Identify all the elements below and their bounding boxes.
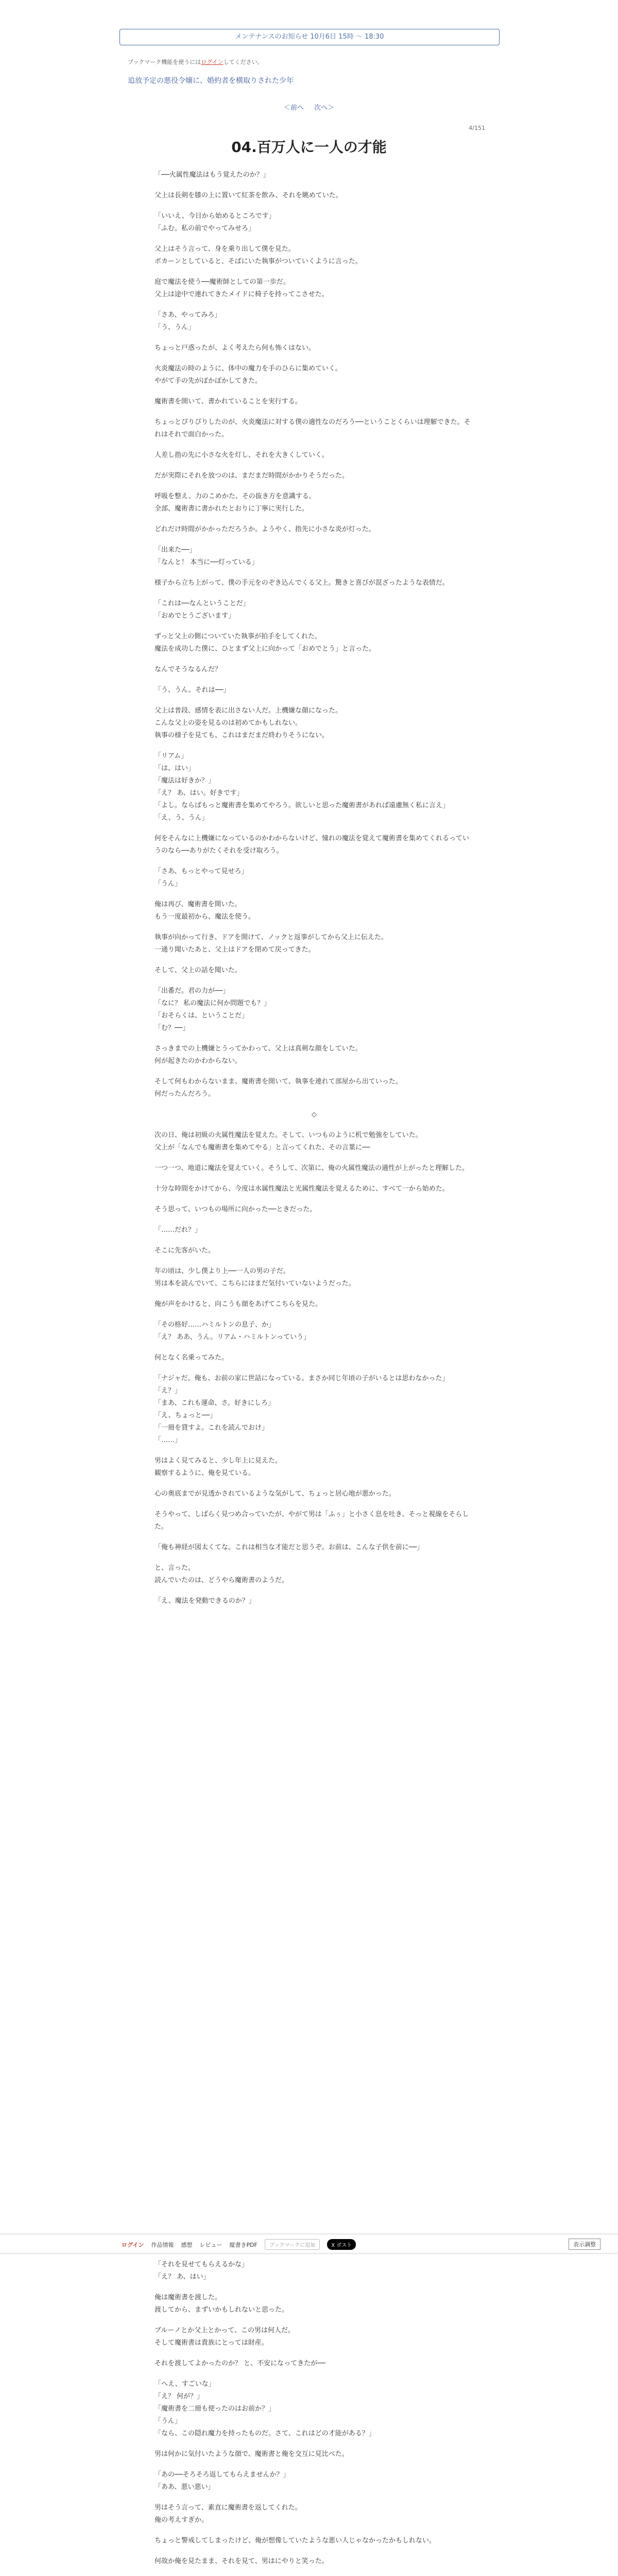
paragraph: 「さあ、やってみろ」 「う、うん」 [154,311,221,331]
add-bookmark-button[interactable]: ブックマークに追加 [265,2239,320,2250]
paragraph: 執事が向かって行き、ドアを開けて、ノックと返事がしてから父上に伝えた。 一通り聞いたあと、父上はドアを閉めて戻ってきた。 [154,934,388,954]
paragraph: 「これは──なんということだ」 「おめでとうございます」 [154,600,250,620]
toolbar-login-link[interactable]: ログイン [122,2241,144,2248]
paragraph: 庭で魔法を使う──魔術師としての第一歩だ。 父上は途中で連れてきたメイドに椅子を持ってこさせた。 [154,278,329,298]
paragraph: なんでそうなるんだ？ [154,666,222,673]
paragraph: 何となく名乗ってみた。 [154,1354,229,1362]
paragraph: 「出番だ。君の力が──」 「なに？ 私の魔法に何か問題でも？」 「おそらくは、ということだ」 「む？──」 [154,987,271,1032]
paragraph: そう思って、いつもの場所に向かった──ときだった。 [154,1206,317,1213]
bookmark-note-prefix: ブックマーク機能を使うには [128,59,201,65]
paragraph: 「あの──そろそろ返してもらえませんか？」 「ああ、悪い悪い」 [154,2471,290,2491]
paragraph: 魔術書を開いて、書かれていることを実行する。 [154,398,302,405]
paragraph: 「俺も神経が図太くてな。これは相当な才能だと思うぞ。お前は、こんな子供を前に──」 [154,1544,424,1551]
bottom-toolbar-links [122,2239,356,2250]
paragraph: 一つ一つ、地道に魔法を覚えていく。そうして、次第に、俺の火属性魔法の適性が上がったと理解した。 [154,1164,469,1172]
paragraph: ずっと父上の側についていた執事が拍手をしてくれた。 魔法を成功した僕に、ひとまず父上に向かって「おめでとう」と言った。 [154,633,376,653]
paragraph: 年の頃は、少し僕より上──一人の男の子だ。 男は本を読んでいて、こちらにはまだ気付いていないようだった。 [154,1267,355,1287]
paragraph: 男はそう言って、素直に魔術書を返してくれた。 俺の考えすぎか。 [154,2504,302,2524]
login-link[interactable]: ログイン [201,59,224,65]
paragraph: 呼吸を整え、力のこめかた、その抜き方を意識する。 全部、魔術書に書かれたとおりに丁寧に実行した。 [154,493,316,513]
paragraph: 十分な時間をかけてから、今度は水属性魔法と光属性魔法を覚えるために、すべて一から始めた。 [154,1185,449,1193]
paragraph: 心の奥底までが見透かされているような気がして、ちょっと居心地が悪かった。 [154,1490,396,1498]
chapter-body [154,169,474,1616]
impressions-link[interactable]: 感想 [181,2241,193,2248]
paragraph: 父上は長剣を膝の上に置いて紅茶を飲み、それを眺めていた。 [154,192,342,199]
paragraph: 「出来た──」 「なんと！ 本当に──灯っている」 [154,546,259,566]
paragraph: と、言った。 読んでいたのは、どうやら魔術書のようだ。 [154,1564,289,1584]
works-info-link[interactable]: 作品情報 [151,2241,174,2248]
paragraph: 「その格好……ハミルトンの息子、か」 「え？ ああ、うん。リアム・ハミルトンっていう」 [154,1321,311,1341]
paragraph: 男はよく見てみると、少し年上に見えた。 観察するように、俺を見ている。 [154,1457,282,1477]
bookmark-note-suffix: してください。 [223,59,263,65]
bookmark-login-note [128,58,263,66]
paragraph: そこに先客がいた。 [154,1247,215,1255]
paragraph: それを渡してよかったのか？ と、不安になってきたが── [154,2360,325,2367]
next-chapter-link[interactable]: 次へ＞ [314,104,335,112]
paragraph: 俺は魔術書を渡した。 渡してから、まずいかもしれないと思った。 [154,2294,289,2314]
display-settings-button[interactable]: 表示調整 [569,2239,600,2250]
prev-chapter-link[interactable]: ＜前へ [283,104,304,112]
paragraph: 「ナジャだ。俺も、お前の家に世話になっている。まさか同じ年頃の子がいるとは思わなかった」 「え？」 「まあ、これも運命、さ。好きにしろ」 「え、ちょっと──」 「一冊を貸すよ。これを読んでおけ」 「……」 [154,1375,449,1444]
chapter-pager [0,102,618,112]
paragraph: ちょっとぴりぴりしたのが、火炎魔法に対する僕の適性なのだろう──ということくらいは理解できた。それはそれで面白かった。 [154,418,471,438]
paragraph: 俺が声をかけると、向こうも顔をあげてこちらを見た。 [154,1300,322,1308]
paragraph: 「──火属性魔法はもう覚えたのか？」 [154,171,270,179]
review-link[interactable]: レビュー [199,2241,222,2248]
paragraph: 父上はそう言って、身を乗り出して僕を見た。 ボカーンとしていると、そばにいた執事がついていくように言った。 [154,245,362,265]
paragraph: 「う、うん。それは──」 [154,686,230,694]
chapter-title: 04.百万人に一人の才能 [231,139,387,156]
paragraph: 「それを見せてもらえるかな」 「え？ あ、はい」 [154,2261,249,2281]
page-number: 4/151 [469,125,485,131]
paragraph: ◇ [312,1111,317,1118]
paragraph: だが実際にそれを放つのは、まだまだ時間がかかりそうだった。 [154,472,349,480]
paragraph: 「いいえ、今日から始めるところです」 「ふむ。私の前でやってみせろ」 [154,212,276,232]
paragraph: さっきまでの上機嫌とうってかわって、父上は真剣な顔をしていた。 何が起きたのかわからない。 [154,1045,362,1065]
paragraph: 何故か俺を見たまま、それを見て、男はにやりと笑った。 [154,2557,329,2565]
bottom-toolbar [0,2234,618,2253]
paragraph: 父上は普段、感情を表に出さない人だ。上機嫌な顔になった。 こんな父上の姿を見るのは初めてかもしれない。 執事の様子を見ても、これはまだまだ終わりそうにない。 [154,707,342,739]
paragraph: ちょっと戸惑ったが、よく考えたら何も怖くはない。 [154,344,316,352]
paragraph: 俺は再び、魔術書を開いた。 もう一度最初から、魔法を使う。 [154,901,255,921]
paragraph: そして、父上の話を聞いた。 [154,967,242,974]
paragraph: 「さあ、もっとやって見せろ」 「うん」 [154,868,248,888]
x-post-button[interactable]: X ポスト [327,2239,356,2250]
vertical-pdf-link[interactable]: 縦書きPDF [229,2241,258,2248]
paragraph: 「え、魔法を発動できるのか？」 [154,1597,255,1605]
paragraph: 様子から立ち上がって、僕の手元をのぞき込んでくる父上。驚きと喜びが混ざったような表情だ。 [154,579,449,587]
paragraph: ブルーノとか父上とかって、この男は何人だ。 そして魔術書は貴族にとっては財産。 [154,2327,295,2347]
paragraph: 人差し指の先に小さな火を灯し、それを大きくしていく。 [154,451,329,459]
paragraph: 「……だれ？」 [154,1226,202,1234]
paragraph: 男は何かに気付いたような顔で、魔術書と俺を交互に見比べた。 [154,2450,349,2458]
paragraph: そうやって、しばらく見つめ合っていたが、やがて男は「ふぅ」と小さく息を吐き、そっと視線をそらした。 [154,1511,469,1531]
chapter-body-continued [154,2259,474,2576]
paragraph: ちょっと警戒してしまったけど、俺が想像していたような悪い人じゃなかったかもしれない。 [154,2537,436,2545]
paragraph: 次の日、俺は初級の火属性魔法を覚えた。そして、いつものように机で勉強をしていた。 父上が「なんでも魔術書を集めてやる」と言ってくれた、その言葉に── [154,1131,422,1151]
paragraph: 何をそんなに上機嫌になっているのかわからないけど、憧れの魔法を覚えて魔術書を集めてくれるっていうのなら──ありがたくそれを受け取ろう。 [154,835,470,855]
paragraph: 「リアム」 「は、はい」 「魔法は好きか？」 「え？ あ、はい。好きです」 「よし。ならばもっと魔術書を集めてやろう。欲しいと思った魔術書があれば遠慮無く私に言え」 「え、う、うん」 [154,752,450,822]
paragraph: そして何もわからないまま、魔術書を開いて、執事を連れて部屋から出ていった。 何だったんだろう。 [154,1078,402,1098]
paragraph: 「へえ、すごいな」 「え？ 何が？」 「魔術書を二冊も使ったのはお前か？」 「うん」 「なら、この隠れ魔力を持ったものだ。さて、これはどの才能がある？」 [154,2380,375,2437]
maintenance-notice[interactable]: メンテナンスのお知らせ 10月6日 15時 ～ 18:30 [119,29,500,45]
paragraph: どれだけ時間がかかっただろうか。ようやく、指先に小さな炎が灯った。 [154,526,375,533]
paragraph: 火炎魔法の時のように、体中の魔力を手のひらに集めていく。 やがて手の先がぽかぽかしてきた。 [154,365,342,385]
work-title-link[interactable]: 追放予定の悪役令嬢に、婚約者を横取りされた少年 [128,77,294,85]
